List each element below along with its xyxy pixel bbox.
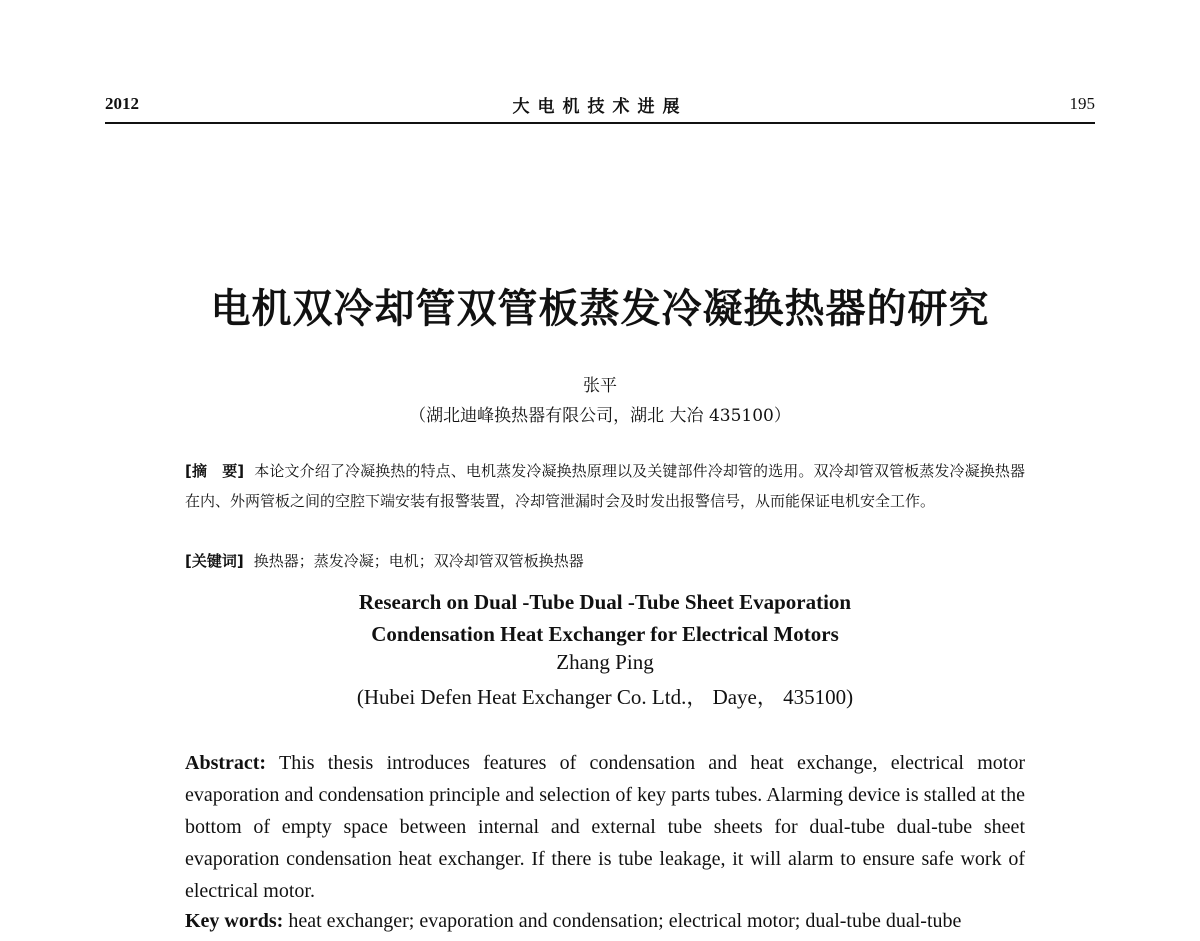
header-year: 2012: [105, 94, 139, 113]
abstract-english-label: Abstract:: [185, 752, 267, 774]
abstract-english: [185, 747, 1025, 907]
keywords-chinese: [185, 549, 1025, 573]
keywords-chinese-text: 换热器；蒸发冷凝；电机；双冷却管双管板换热器: [253, 552, 584, 570]
paper-title-english-line1: Research on Dual -Tube Dual -Tube Sheet Evaporation: [358, 590, 852, 614]
running-header: [105, 94, 1095, 124]
keywords-english-text: heat exchanger; evaporation and condensation; electrical motor; dual-tube dual-tube: [288, 910, 962, 932]
header-journal-name: 大电机技术进展: [512, 97, 688, 117]
affiliation-english: (Hubei Defen Heat Exchanger Co. Ltd.， Daye， 435100): [356, 685, 854, 709]
abstract-english-text: This thesis introduces features of condensation and heat exchange, electrical motor evaporation and condensation principle and selection of key parts tubes. Alarming device is stalled at the bottom of empty space between internal and external tube sheets for dual-tube dual-tube sheet evaporation condensation heat exchanger. If there is tube leakage, it will alarm to ensure safe work of electrical motor.: [185, 752, 1025, 902]
keywords-chinese-label: [关键词]: [185, 552, 244, 570]
paper-title-chinese: 电机双冷却管双管板蒸发冷凝换热器的研究: [210, 286, 990, 332]
keywords-english: [185, 905, 1025, 937]
paper-title-english-line2: Condensation Heat Exchanger for Electrical Motors: [371, 622, 839, 646]
author-english: Zhang Ping: [556, 650, 654, 674]
affiliation-chinese: （湖北迪峰换热器有限公司，湖北 大冶 435100）: [409, 406, 791, 426]
abstract-chinese-label: [摘 要]: [185, 462, 245, 480]
abstract-chinese-text: 本论文介绍了冷凝换热的特点、电机蒸发冷凝换热原理以及关键部件冷却管的选用。双冷却管双管板蒸发冷凝换热器在内、外两管板之间的空腔下端安装有报警装置，冷却管泄漏时会及时发出报警信号，从而能保证电机安全工作。: [185, 462, 1025, 510]
abstract-chinese: [185, 456, 1025, 516]
paper-title-english: [0, 586, 1200, 650]
header-page-number: 195: [1069, 94, 1095, 113]
keywords-english-label: Key words:: [185, 910, 284, 932]
author-chinese: 张平: [583, 376, 617, 396]
